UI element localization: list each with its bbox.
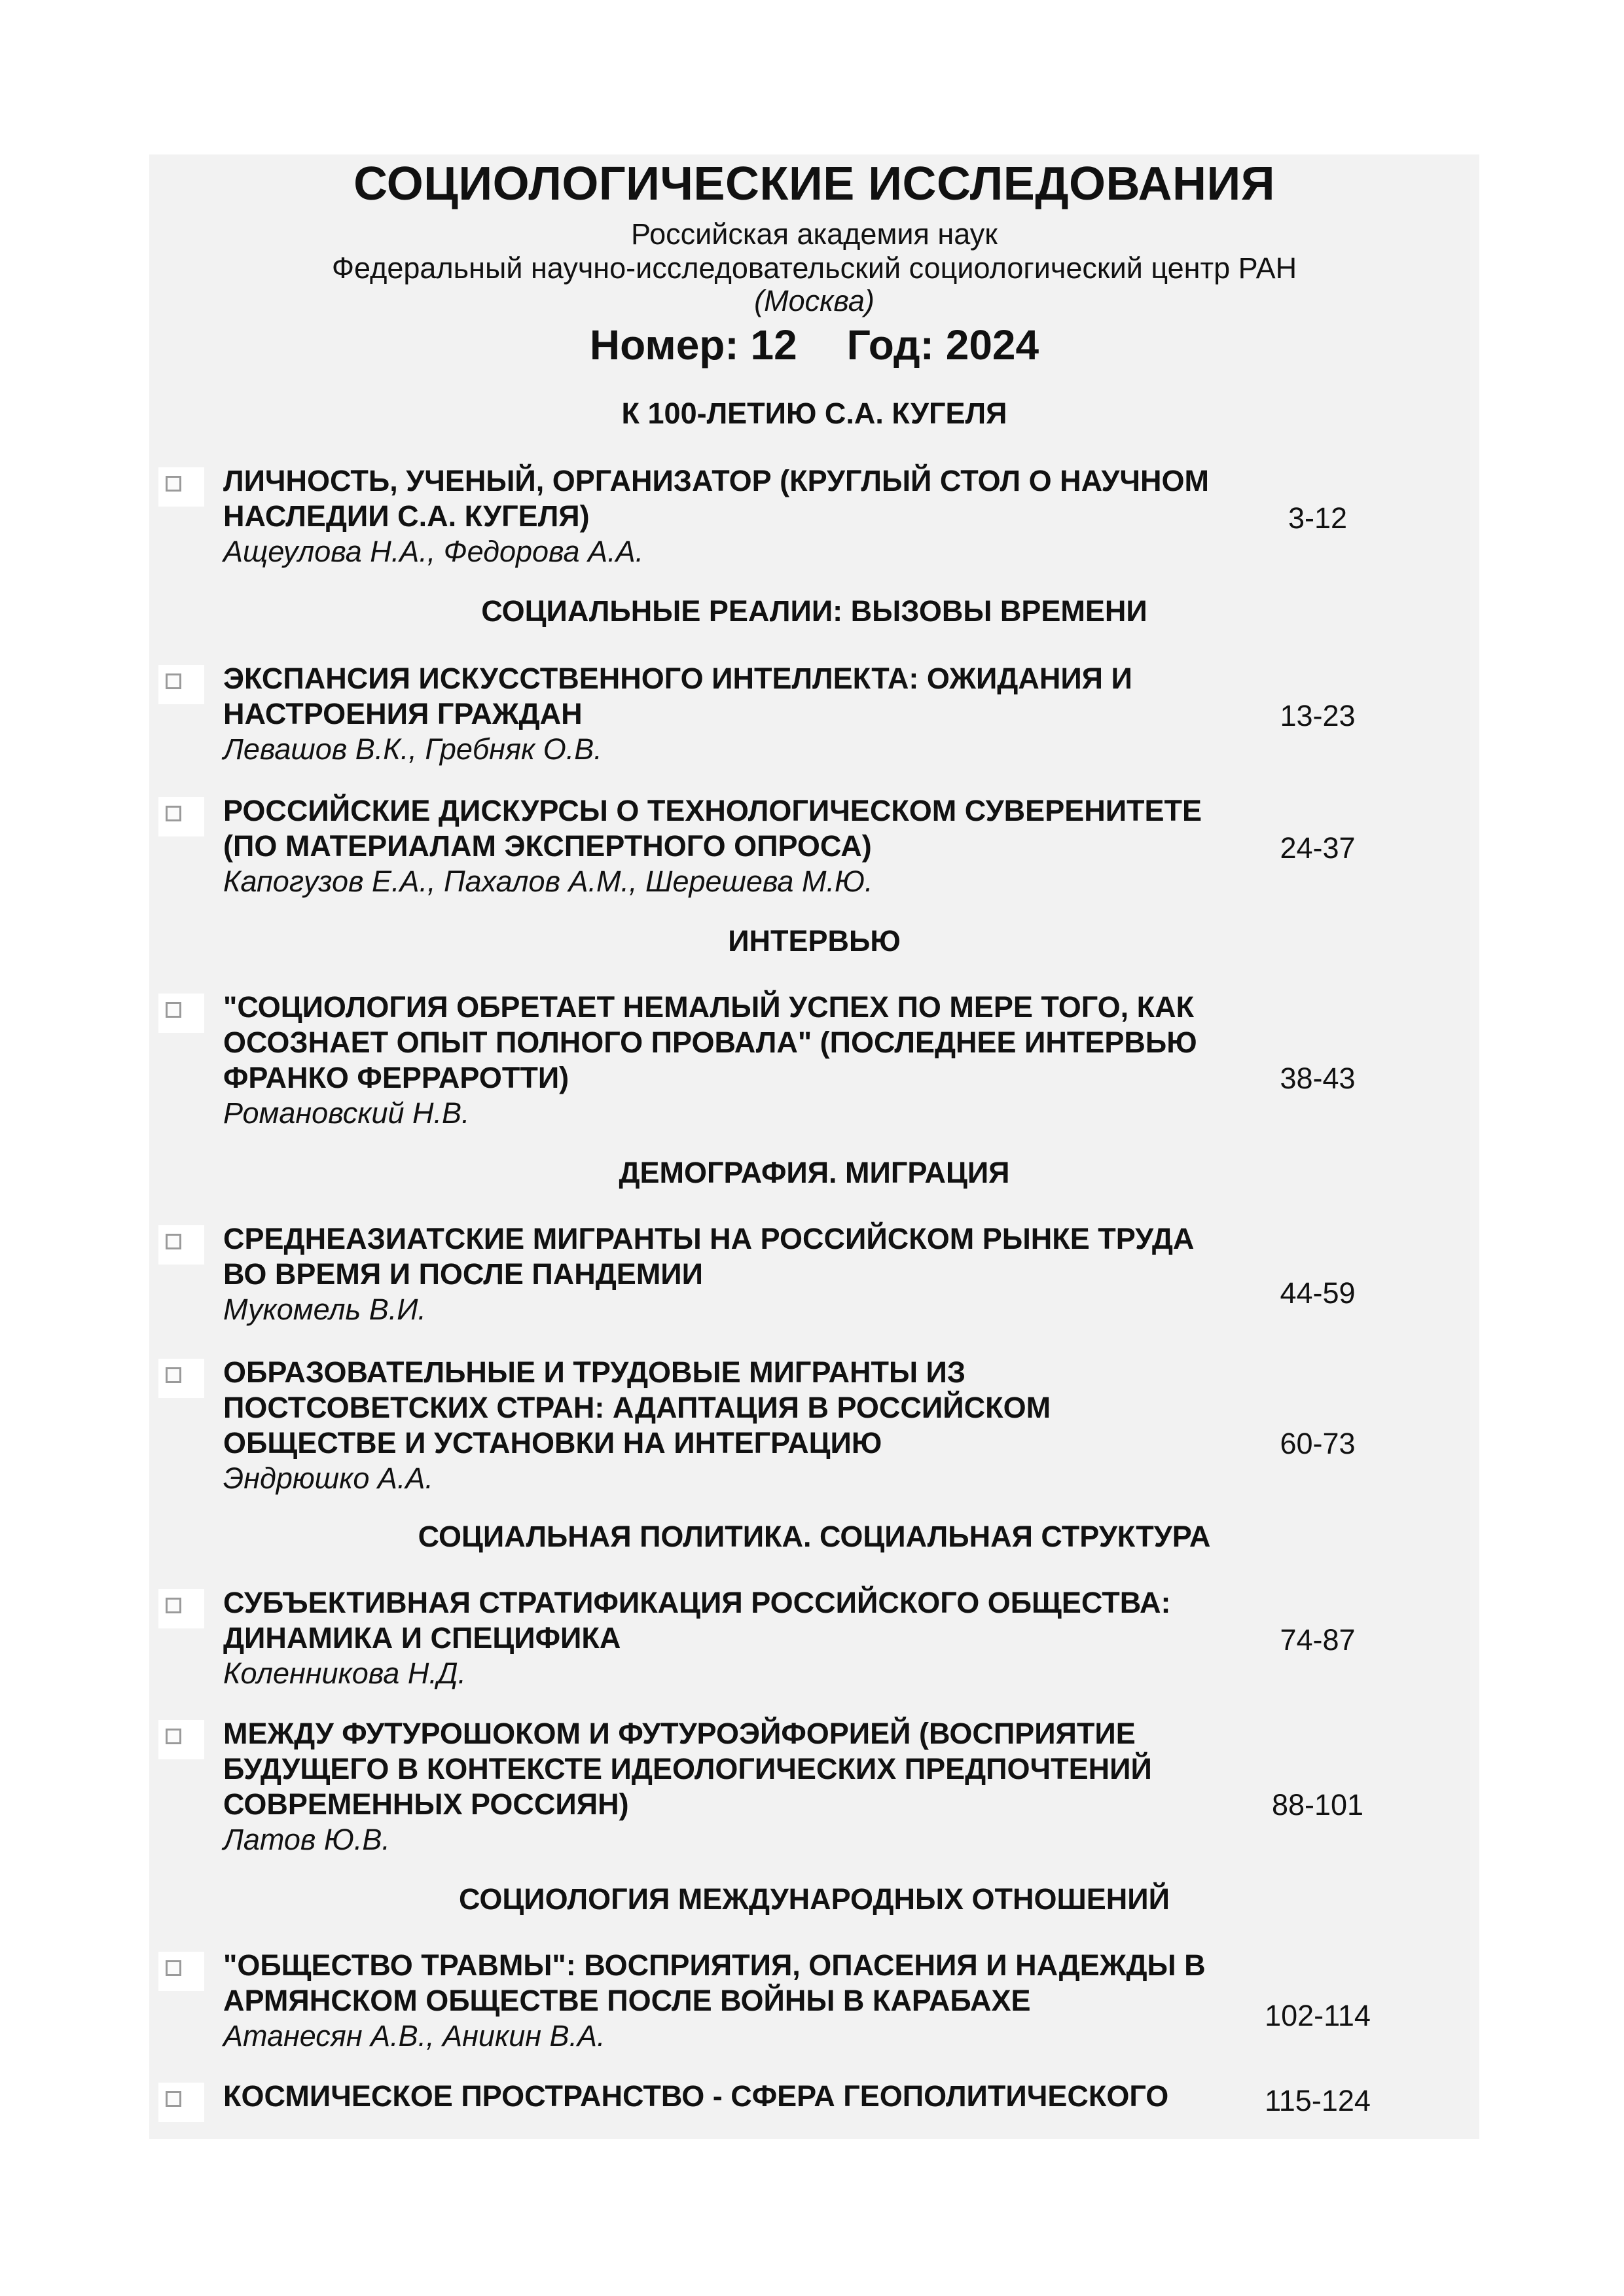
- city: (Москва): [754, 284, 875, 317]
- article-title[interactable]: "ОБЩЕСТВО ТРАВМЫ": ВОСПРИЯТИЯ, ОПАСЕНИЯ И НАДЕЖДЫ В АРМЯНСКОМ ОБЩЕСТВЕ ПОСЛЕ ВОЙНЫ В КАРАБАХЕ: [223, 1948, 1206, 2017]
- article-title[interactable]: РОССИЙСКИЕ ДИСКУРСЫ О ТЕХНОЛОГИЧЕСКОМ СУВЕРЕНИТЕТЕ (ПО МАТЕРИАЛАМ ЭКСПЕРТНОГО ОПРОСА): [223, 794, 1202, 863]
- article-checkbox[interactable]: [158, 2083, 204, 2122]
- article-pages: 44-59: [1280, 1276, 1356, 1310]
- article-title[interactable]: СРЕДНЕАЗИАТСКИЕ МИГРАНТЫ НА РОССИЙСКОМ РЫНКЕ ТРУДА ВО ВРЕМЯ И ПОСЛЕ ПАНДЕМИИ: [223, 1222, 1195, 1291]
- checkbox-icon: [166, 806, 181, 821]
- journal-title: СОЦИОЛОГИЧЕСКИЕ ИССЛЕДОВАНИЯ: [353, 158, 1275, 210]
- checkbox-icon: [166, 1234, 181, 1249]
- checkbox-icon: [166, 2091, 181, 2107]
- article-pages: 74-87: [1280, 1623, 1356, 1657]
- article-title[interactable]: КОСМИЧЕСКОЕ ПРОСТРАНСТВО - СФЕРА ГЕОПОЛИТИЧЕСКОГО: [223, 2079, 1169, 2113]
- article-title[interactable]: "СОЦИОЛОГИЯ ОБРЕТАЕТ НЕМАЛЫЙ УСПЕХ ПО МЕРЕ ТОГО, КАК ОСОЗНАЕТ ОПЫТ ПОЛНОГО ПРОВАЛА" (ПОСЛЕДНЕЕ ИНТЕРВЬЮ ФРАНКО ФЕРРАРОТТИ): [223, 990, 1197, 1094]
- article-title[interactable]: СУБЪЕКТИВНАЯ СТРАТИФИКАЦИЯ РОССИЙСКОГО ОБЩЕСТВА: ДИНАМИКА И СПЕЦИФИКА: [223, 1586, 1171, 1655]
- issue-line: [149, 321, 1479, 369]
- article-pages: 38-43: [1280, 1062, 1356, 1095]
- issue-number: Номер: 12: [589, 321, 797, 368]
- article-authors: Капогузов Е.А., Пахалов А.М., Шерешева М.Ю.: [223, 865, 873, 898]
- article-authors: Латов Ю.В.: [223, 1823, 390, 1856]
- article-title[interactable]: ЛИЧНОСТЬ, УЧЕНЫЙ, ОРГАНИЗАТОР (КРУГЛЫЙ СТОЛ О НАУЧНОМ НАСЛЕДИИ С.А. КУГЕЛЯ): [223, 464, 1209, 533]
- checkbox-icon: [166, 476, 181, 492]
- article-pages: 115-124: [1265, 2084, 1371, 2117]
- section-heading: СОЦИОЛОГИЯ МЕЖДУНАРОДНЫХ ОТНОШЕНИЙ: [459, 1882, 1170, 1916]
- article-checkbox[interactable]: [158, 994, 204, 1033]
- section-heading: ДЕМОГРАФИЯ. МИГРАЦИЯ: [619, 1156, 1010, 1189]
- article-authors: Атанесян А.В., Аникин В.А.: [223, 2019, 605, 2053]
- article-checkbox[interactable]: [158, 467, 204, 507]
- article-checkbox[interactable]: [158, 1359, 204, 1398]
- section-heading: ИНТЕРВЬЮ: [728, 924, 901, 958]
- article-pages: 88-101: [1271, 1788, 1364, 1821]
- article-checkbox[interactable]: [158, 1225, 204, 1265]
- article-pages: 13-23: [1280, 699, 1356, 732]
- article-title[interactable]: МЕЖДУ ФУТУРОШОКОМ И ФУТУРОЭЙФОРИЕЙ (ВОСПРИЯТИЕ БУДУЩЕГО В КОНТЕКСТЕ ИДЕОЛОГИЧЕСКИХ ПРЕДПОЧТЕНИЙ СОВРЕМЕННЫХ РОССИЯН): [223, 1717, 1152, 1821]
- checkbox-icon: [166, 1729, 181, 1744]
- article-pages: 60-73: [1280, 1427, 1356, 1460]
- checkbox-icon: [166, 1598, 181, 1613]
- article-pages: 102-114: [1265, 1999, 1371, 2032]
- checkbox-icon: [166, 1960, 181, 1976]
- article-checkbox[interactable]: [158, 797, 204, 836]
- article-pages: 3-12: [1288, 501, 1348, 535]
- section-heading: СОЦИАЛЬНАЯ ПОЛИТИКА. СОЦИАЛЬНАЯ СТРУКТУРА: [418, 1520, 1211, 1553]
- article-authors: Романовский Н.В.: [223, 1096, 470, 1130]
- article-authors: Коленникова Н.Д.: [223, 1657, 467, 1690]
- section-heading: СОЦИАЛЬНЫЕ РЕАЛИИ: ВЫЗОВЫ ВРЕМЕНИ: [481, 594, 1147, 628]
- checkbox-icon: [166, 673, 181, 689]
- article-authors: Левашов В.К., Гребняк О.В.: [223, 732, 602, 766]
- article-authors: Мукомель В.И.: [223, 1293, 426, 1326]
- checkbox-icon: [166, 1367, 181, 1383]
- contents-page: [149, 154, 1479, 2139]
- article-authors: Эндрюшко А.А.: [223, 1462, 433, 1495]
- article-pages: 24-37: [1280, 831, 1356, 865]
- article-checkbox[interactable]: [158, 665, 204, 704]
- checkbox-icon: [166, 1002, 181, 1018]
- article-checkbox[interactable]: [158, 1720, 204, 1759]
- research-center: Федеральный научно-исследовательский социологический центр РАН: [331, 251, 1297, 285]
- issue-year: Год: 2024: [846, 321, 1039, 368]
- section-heading: К 100-ЛЕТИЮ С.А. КУГЕЛЯ: [621, 397, 1007, 430]
- article-authors: Ащеулова Н.А., Федорова А.А.: [223, 535, 644, 568]
- article-checkbox[interactable]: [158, 1589, 204, 1628]
- publisher: Российская академия наук: [631, 217, 998, 251]
- article-checkbox[interactable]: [158, 1952, 204, 1991]
- article-title[interactable]: ЭКСПАНСИЯ ИСКУССТВЕННОГО ИНТЕЛЛЕКТА: ОЖИДАНИЯ И НАСТРОЕНИЯ ГРАЖДАН: [223, 662, 1132, 730]
- article-title[interactable]: ОБРАЗОВАТЕЛЬНЫЕ И ТРУДОВЫЕ МИГРАНТЫ ИЗ ПОСТСОВЕТСКИХ СТРАН: АДАПТАЦИЯ В РОССИЙСКОМ ОБЩЕСТВЕ И УСТАНОВКИ НА ИНТЕГРАЦИЮ: [223, 1355, 1051, 1460]
